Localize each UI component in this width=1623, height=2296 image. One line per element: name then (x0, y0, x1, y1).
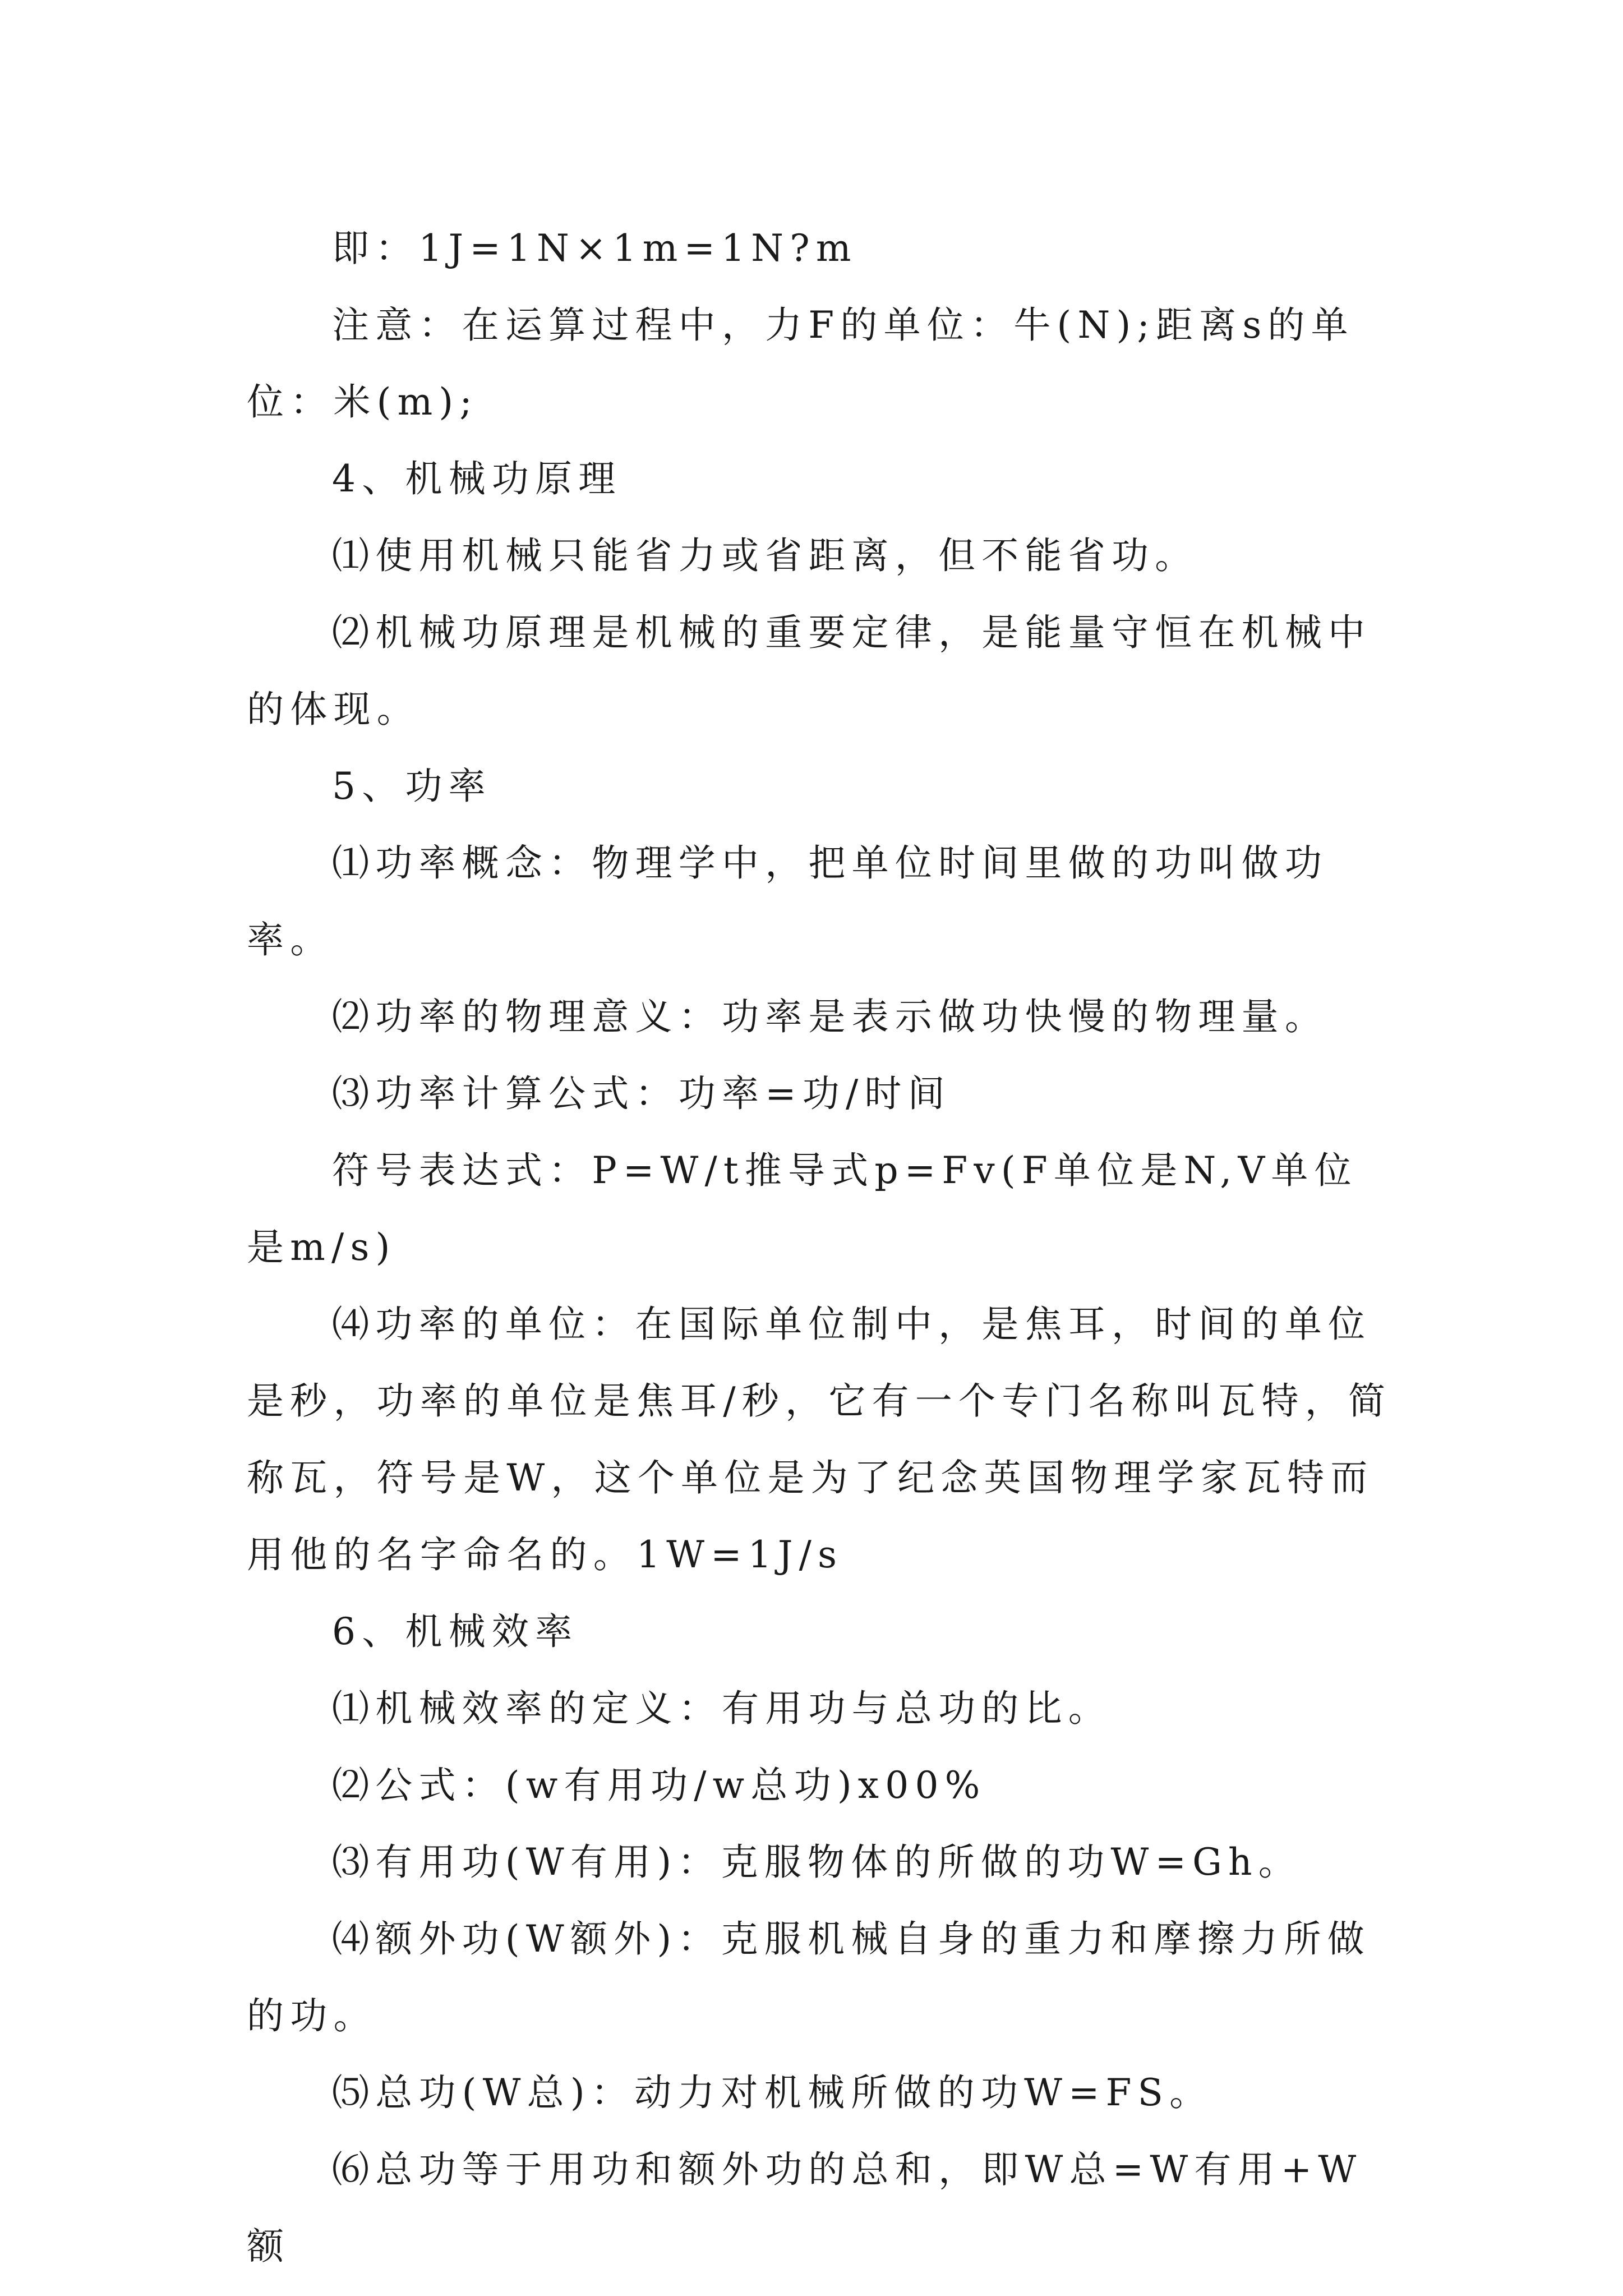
paragraph-power-symbolic: 符号表达式：P=W/t推导式p=Fv(F单位是N,V单位是m/s) (247, 1149, 1358, 1269)
paragraph-total-work-sum: ⑹总功等于用功和额外功的总和，即W总=W有用+W额 (247, 2148, 1363, 2268)
paragraph-power-unit: ⑷功率的单位：在国际单位制中，是焦耳，时间的单位是秒，功率的单位是焦耳/秒，它有一个专门名称叫瓦特，简称瓦，符号是W，这个单位是为了纪念英国物理学家瓦特而用他的名字命名的。1W=1J/s (247, 1303, 1392, 1576)
paragraph-power-formula: ⑶功率计算公式：功率=功/时间 (332, 1072, 951, 1115)
paragraph-extra-work: ⑷额外功(W额外)：克服机械自身的重力和摩擦力所做的功。 (247, 1917, 1371, 2037)
paragraph-unit-note: 注意：在运算过程中，力F的单位：牛(N);距离s的单位：米(m); (247, 303, 1354, 424)
paragraph-work-principle-1: ⑴使用机械只能省力或省距离，但不能省功。 (332, 534, 1198, 577)
paragraph-efficiency-formula: ⑵公式：(w有用功/w总功)x00% (332, 1764, 986, 1807)
heading-work-principle: 4、机械功原理 (332, 457, 622, 500)
paragraph-power-meaning: ⑵功率的物理意义：功率是表示做功快慢的物理量。 (332, 995, 1329, 1038)
document-body (247, 210, 1396, 2285)
heading-power: 5、功率 (332, 765, 492, 808)
paragraph-power-concept: ⑴功率概念：物理学中，把单位时间里做的功叫做功率。 (247, 841, 1329, 961)
paragraph-efficiency-definition: ⑴机械效率的定义：有用功与总功的比。 (332, 1687, 1112, 1730)
paragraph-joule-definition: 即：1J=1N×1m=1N?m (332, 227, 857, 270)
paragraph-total-work: ⑸总功(W总)：动力对机械所做的功W=FS。 (332, 2071, 1213, 2114)
paragraph-useful-work: ⑶有用功(W有用)：克服物体的所做的功W=Gh。 (332, 1841, 1302, 1884)
paragraph-work-principle-2: ⑵机械功原理是机械的重要定律，是能量守恒在机械中的体现。 (247, 611, 1372, 731)
heading-efficiency: 6、机械效率 (332, 1610, 579, 1653)
